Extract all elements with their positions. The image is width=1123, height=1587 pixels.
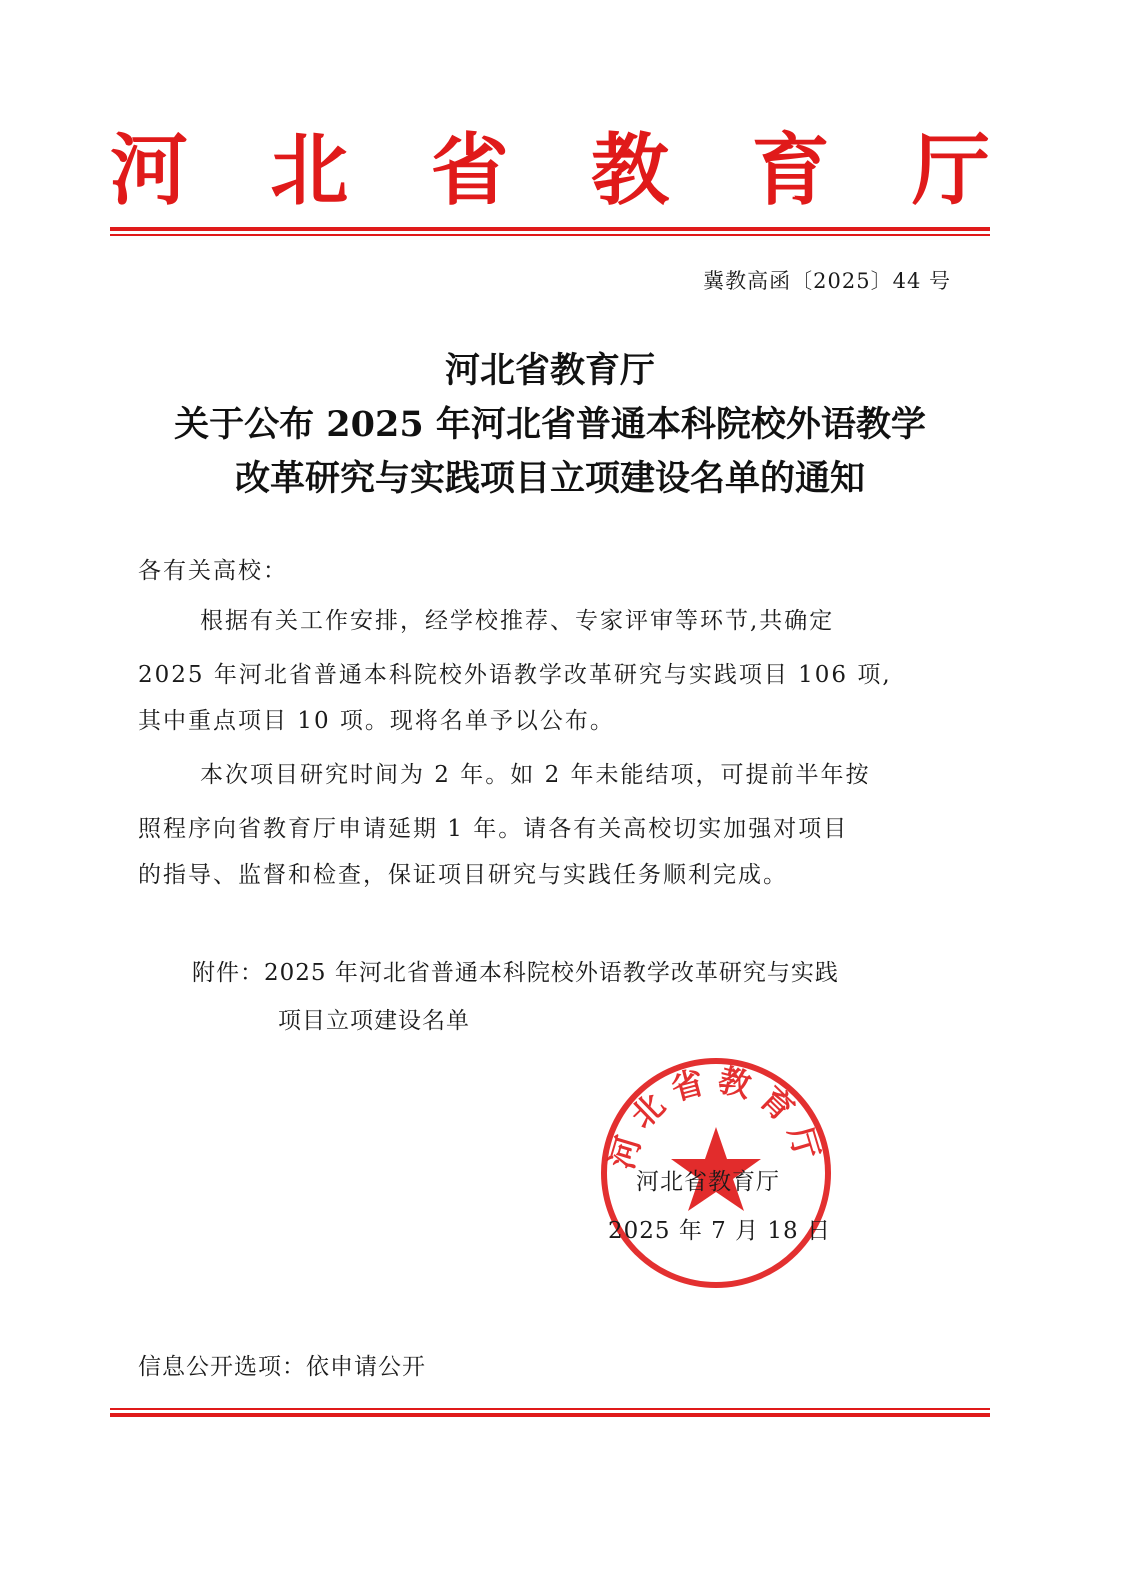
- masthead-char: 河: [110, 126, 189, 216]
- paragraph-line: 本次项目研究时间为 2 年。如 2 年未能结项，可提前半年按: [200, 762, 871, 788]
- footer-rule-thick: [110, 1413, 990, 1417]
- masthead-char: 育: [751, 126, 830, 216]
- document-number: 冀教高函〔2025〕44 号: [703, 269, 951, 293]
- masthead-char: 教: [591, 126, 670, 216]
- footer-rule-thin: [110, 1408, 990, 1410]
- signature-issuer: 河北省教育厅: [636, 1169, 780, 1195]
- header-rule-thin: [110, 234, 990, 236]
- salutation: 各有关高校：: [138, 558, 288, 584]
- masthead-char: 省: [430, 126, 509, 216]
- title-line: 关于公布 2025 年河北省普通本科院校外语教学: [174, 404, 926, 445]
- disclosure-option: 信息公开选项：依申请公开: [138, 1354, 426, 1380]
- attachment-line: 附件：2025 年河北省普通本科院校外语教学改革研究与实践: [192, 960, 839, 986]
- signature-date: 2025 年 7 月 18 日: [608, 1218, 831, 1244]
- document-title: [110, 344, 990, 506]
- masthead-char: 北: [270, 126, 349, 216]
- paragraph-line: 的指导、监督和检查，保证项目研究与实践任务顺利完成。: [138, 862, 788, 888]
- paragraph-line: 其中重点项目 10 项。现将名单予以公布。: [138, 708, 615, 734]
- title-line: 河北省教育厅: [444, 350, 655, 391]
- title-line: 改革研究与实践项目立项建设名单的通知: [234, 458, 865, 499]
- svg-text:河北省教育厅: 河北省教育厅: [602, 1060, 830, 1174]
- masthead-title: [110, 126, 990, 216]
- masthead-char: 厅: [911, 126, 990, 216]
- paragraph-line: 照程序向省教育厅申请延期 1 年。请各有关高校切实加强对项目: [138, 816, 849, 842]
- attachment-line: 项目立项建设名单: [278, 1008, 470, 1034]
- paragraph-line: 2025 年河北省普通本科院校外语教学改革研究与实践项目 106 项,: [138, 662, 892, 688]
- header-rule-thick: [110, 227, 990, 231]
- paragraph-line: 根据有关工作安排，经学校推荐、专家评审等环节,共确定: [200, 608, 835, 634]
